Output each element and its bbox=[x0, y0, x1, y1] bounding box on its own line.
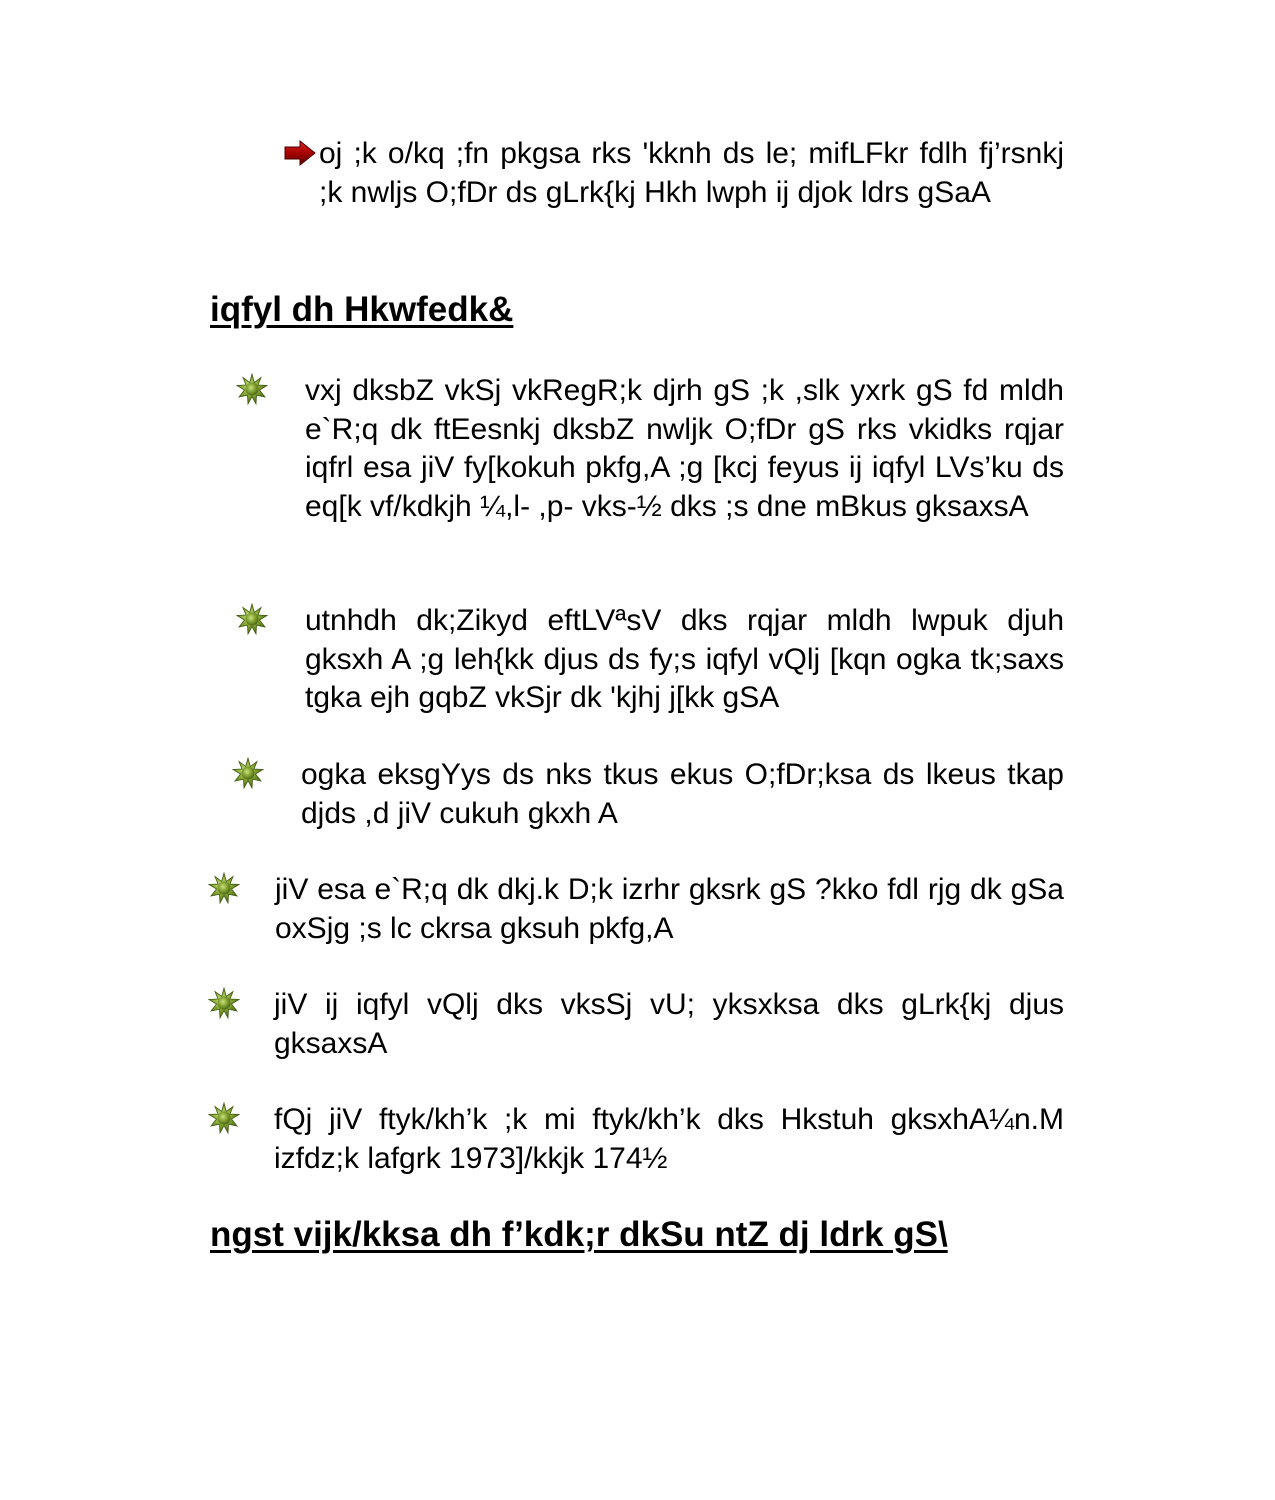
green-star-bullet-icon bbox=[208, 1102, 240, 1134]
intro-paragraph: oj ;k o/kq ;fn pkgsa rks 'kknh ds le; mifLFkr fdlh fj’rsnkj ;k nwljs O;fDr ds gLrk{kj Hkh lwph ij djok ldrs gSaA bbox=[319, 137, 1064, 209]
green-star-bullet-icon bbox=[232, 757, 264, 789]
green-star-bullet-icon bbox=[208, 872, 240, 904]
list-item: jiV esa e`R;q dk dkj.k D;k izrhr gksrk gS ?kko fdl rjg dk gSa oxSjg ;s lc ckrsa gksuh pkfg,A bbox=[275, 873, 1064, 945]
list-item: jiV ij iqfyl vQlj dks vksSj vU; yksxksa dks gLrk{kj djus gksaxsA bbox=[274, 988, 1064, 1060]
green-star-bullet-icon bbox=[208, 987, 240, 1019]
green-star-bullet-icon bbox=[236, 373, 268, 405]
section-heading-police-role: iqfyl dh Hkwfedk& bbox=[210, 290, 514, 329]
list-item: utnhdh dk;Zikyd eftLVªsV dks rqjar mldh lwpuk djuh gksxh A ;g leh{kk djus ds fy;s iqfyl vQlj [kqn ogka tk;saxs tgka ejh gqbZ vkSjr dk 'kjhj j[kk gSA bbox=[305, 604, 1064, 714]
green-star-bullet-icon bbox=[236, 603, 268, 635]
list-item: fQj jiV ftyk/kh’k ;k mi ftyk/kh’k dks Hkstuh gksxhA¼n.M izfdz;k lafgrk 1973]/kkjk 174½ bbox=[274, 1103, 1064, 1175]
list-item: ogka eksgYys ds nks tkus ekus O;fDr;ksa ds lkeus tkap djds ,d jiV cukuh gkxh A bbox=[301, 758, 1064, 830]
section-heading-complaint: ngst vijk/kksa dh f’kdk;r dkSu ntZ dj ldrk gS\ bbox=[210, 1215, 948, 1254]
red-arrow-bullet-icon bbox=[284, 140, 316, 166]
list-item: vxj dksbZ vkSj vkRegR;k djrh gS ;k ,slk yxrk gS fd mldh e`R;q dk ftEesnkj dksbZ nwljk O;fDr gS rks vkidks rqjar iqfrl esa jiV fy[kokuh pkfg,A ;g [kcj feyus ij iqfyl LVs’ku ds eq[k vf/kdkjh ¼,l- ,p- vks-½ dks ;s dne mBkus gksaxsA bbox=[305, 374, 1064, 523]
